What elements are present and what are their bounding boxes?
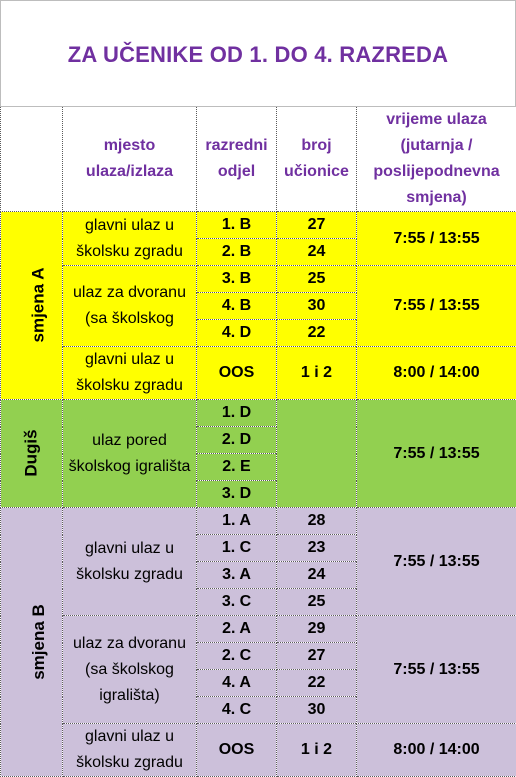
class-cell: OOS xyxy=(197,724,277,777)
room-cell: 22 xyxy=(277,320,357,347)
room-cell: 24 xyxy=(277,562,357,589)
table-row xyxy=(1,508,516,535)
room-cell: 22 xyxy=(277,670,357,697)
room-cell: 1 i 2 xyxy=(277,347,357,400)
time-cell: 8:00 / 14:00 xyxy=(357,724,516,777)
class-cell: 1. D xyxy=(197,400,277,427)
class-cell: 2. A xyxy=(197,616,277,643)
class-cell: 2. E xyxy=(197,454,277,481)
room-cell: 29 xyxy=(277,616,357,643)
room-cell: 30 xyxy=(277,293,357,320)
location-cell: ulaz za dvoranu (sa školskog xyxy=(63,266,197,347)
header-row xyxy=(1,107,516,212)
title-box xyxy=(0,0,516,106)
location-cell: glavni ulaz u školsku zgradu xyxy=(63,212,197,266)
class-cell: 2. C xyxy=(197,643,277,670)
time-cell: 7:55 / 13:55 xyxy=(357,616,516,724)
location-cell: glavni ulaz u školsku zgradu xyxy=(63,508,197,616)
class-cell: 1. C xyxy=(197,535,277,562)
room-cell: 1 i 2 xyxy=(277,724,357,777)
class-cell: 1. B xyxy=(197,212,277,239)
room-cell xyxy=(277,400,357,508)
location-cell: ulaz za dvoranu (sa školskog igrališta) xyxy=(63,616,197,724)
time-cell: 7:55 / 13:55 xyxy=(357,508,516,616)
header-class: razredni odjel xyxy=(197,107,277,212)
class-cell: 4. B xyxy=(197,293,277,320)
location-cell: ulaz pored školskog igrališta xyxy=(63,400,197,508)
room-cell: 28 xyxy=(277,508,357,535)
class-cell: 3. D xyxy=(197,481,277,508)
class-cell: 3. C xyxy=(197,589,277,616)
class-cell: 4. A xyxy=(197,670,277,697)
room-cell: 25 xyxy=(277,589,357,616)
location-cell: glavni ulaz u školsku zgradu xyxy=(63,347,197,400)
class-cell: 1. A xyxy=(197,508,277,535)
room-cell: 27 xyxy=(277,643,357,670)
class-cell: 2. D xyxy=(197,427,277,454)
table-row xyxy=(1,400,516,427)
table-row xyxy=(1,724,516,777)
shift-b-label-cell xyxy=(1,508,63,777)
header-room: broj učionice xyxy=(277,107,357,212)
schedule-table xyxy=(0,106,516,777)
location-cell: glavni ulaz u školsku zgradu xyxy=(63,724,197,777)
room-cell: 25 xyxy=(277,266,357,293)
header-shift xyxy=(1,107,63,212)
dugis-label: Dugiš xyxy=(18,429,44,476)
room-cell: 23 xyxy=(277,535,357,562)
class-cell: 4. C xyxy=(197,697,277,724)
page-title: ZA UČENIKE OD 1. DO 4. RAZREDA xyxy=(68,42,448,68)
class-cell: 3. A xyxy=(197,562,277,589)
table-row xyxy=(1,616,516,643)
class-cell: 3. B xyxy=(197,266,277,293)
room-cell: 27 xyxy=(277,212,357,239)
shift-a-label: smjena A xyxy=(25,268,51,343)
table-row xyxy=(1,347,516,400)
class-cell: 4. D xyxy=(197,320,277,347)
table-row xyxy=(1,266,516,293)
header-time: vrijeme ulaza (jutarnja / poslijepodnevna smjena) xyxy=(357,107,516,212)
header-location: mjesto ulaza/izlaza xyxy=(63,107,197,212)
room-cell: 24 xyxy=(277,239,357,266)
class-cell: OOS xyxy=(197,347,277,400)
class-cell: 2. B xyxy=(197,239,277,266)
time-cell: 7:55 / 13:55 xyxy=(357,400,516,508)
table-row xyxy=(1,212,516,239)
shift-a-label-cell xyxy=(1,212,63,400)
shift-b-label: smjena B xyxy=(26,604,52,680)
time-cell: 8:00 / 14:00 xyxy=(357,347,516,400)
time-cell: 7:55 / 13:55 xyxy=(357,212,516,266)
room-cell: 30 xyxy=(277,697,357,724)
time-cell: 7:55 / 13:55 xyxy=(357,266,516,347)
dugis-label-cell xyxy=(1,400,63,508)
